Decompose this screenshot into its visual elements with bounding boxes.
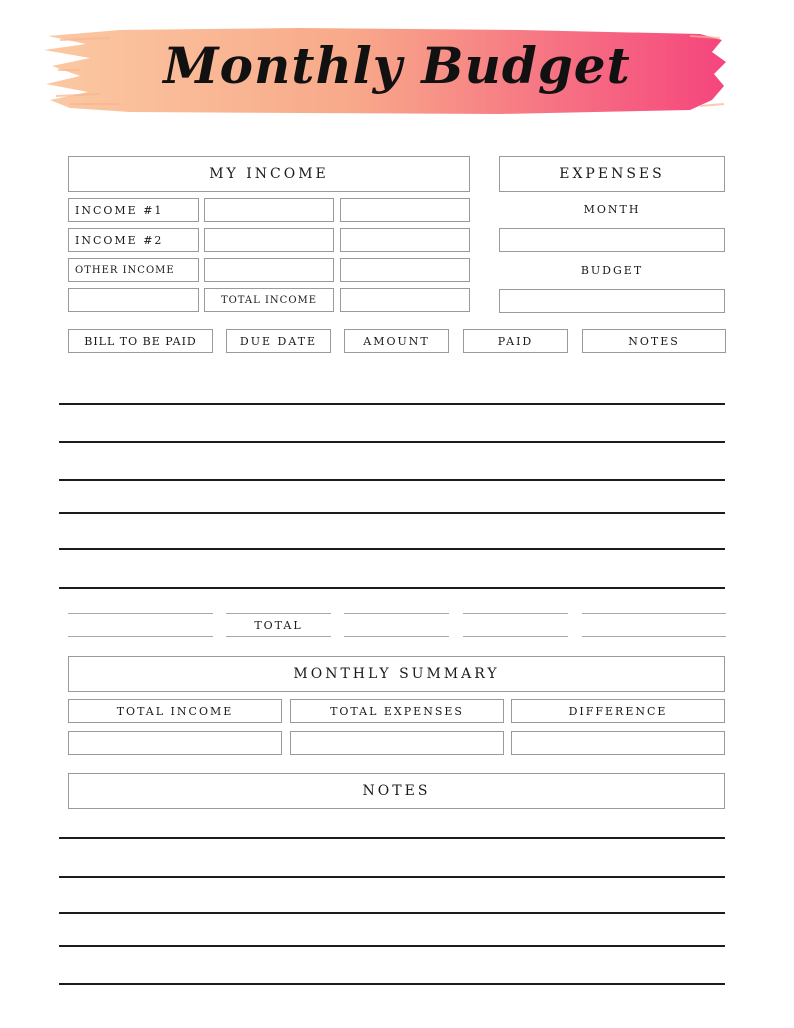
income-field-3a[interactable]	[204, 258, 334, 282]
expenses-header: EXPENSES	[499, 156, 725, 192]
month-label: MONTH	[583, 202, 641, 216]
total-line-due-bottom	[226, 636, 331, 637]
paid-column-header: PAID	[463, 329, 568, 353]
notes-header: NOTES	[68, 773, 725, 809]
total-line-amount-top	[344, 613, 449, 614]
budget-label: BUDGET	[580, 263, 644, 277]
total-line-bill-top	[68, 613, 213, 614]
income-field-1a[interactable]	[204, 198, 334, 222]
total-line-paid-top	[463, 613, 568, 614]
income-label-2: INCOME #2	[68, 228, 199, 252]
bill-column-header: BILL TO BE PAID	[68, 329, 213, 353]
budget-field[interactable]	[499, 289, 725, 313]
notes-line-2[interactable]	[59, 876, 725, 878]
page-title: Monthly Budget	[163, 36, 631, 95]
notes-column-header: NOTES	[582, 329, 726, 353]
income-header: MY INCOME	[68, 156, 470, 192]
bill-line-2[interactable]	[59, 441, 725, 443]
total-label: TOTAL	[254, 618, 303, 632]
summary-total-income-field[interactable]	[68, 731, 282, 755]
notes-line-1[interactable]	[59, 837, 725, 839]
bill-line-3[interactable]	[59, 479, 725, 481]
income-field-1b[interactable]	[340, 198, 470, 222]
bill-line-6[interactable]	[59, 587, 725, 589]
total-line-amount-bottom[interactable]	[344, 636, 449, 637]
income-label-3: OTHER INCOME	[68, 258, 199, 282]
income-field-2a[interactable]	[204, 228, 334, 252]
income-field-2b[interactable]	[340, 228, 470, 252]
notes-line-3[interactable]	[59, 912, 725, 914]
summary-total-expenses-label: TOTAL EXPENSES	[290, 699, 504, 723]
summary-difference-field[interactable]	[511, 731, 725, 755]
total-income-label: TOTAL INCOME	[204, 288, 334, 312]
total-line-notes-top	[582, 613, 726, 614]
due-date-column-header: DUE DATE	[226, 329, 331, 353]
total-line-bill-bottom[interactable]	[68, 636, 213, 637]
total-income-field[interactable]	[340, 288, 470, 312]
summary-total-expenses-field[interactable]	[290, 731, 504, 755]
summary-difference-label: DIFFERENCE	[511, 699, 725, 723]
bill-line-4[interactable]	[59, 512, 725, 514]
notes-line-4[interactable]	[59, 945, 725, 947]
income-field-4a[interactable]	[68, 288, 199, 312]
month-field[interactable]	[499, 228, 725, 252]
total-line-notes-bottom[interactable]	[582, 636, 726, 637]
bill-line-1[interactable]	[59, 403, 725, 405]
summary-total-income-label: TOTAL INCOME	[68, 699, 282, 723]
monthly-summary-header: MONTHLY SUMMARY	[68, 656, 725, 692]
income-label-1: INCOME #1	[68, 198, 199, 222]
notes-line-5[interactable]	[59, 983, 725, 985]
amount-column-header: AMOUNT	[344, 329, 449, 353]
income-field-3b[interactable]	[340, 258, 470, 282]
bill-line-5[interactable]	[59, 548, 725, 550]
total-line-paid-bottom[interactable]	[463, 636, 568, 637]
